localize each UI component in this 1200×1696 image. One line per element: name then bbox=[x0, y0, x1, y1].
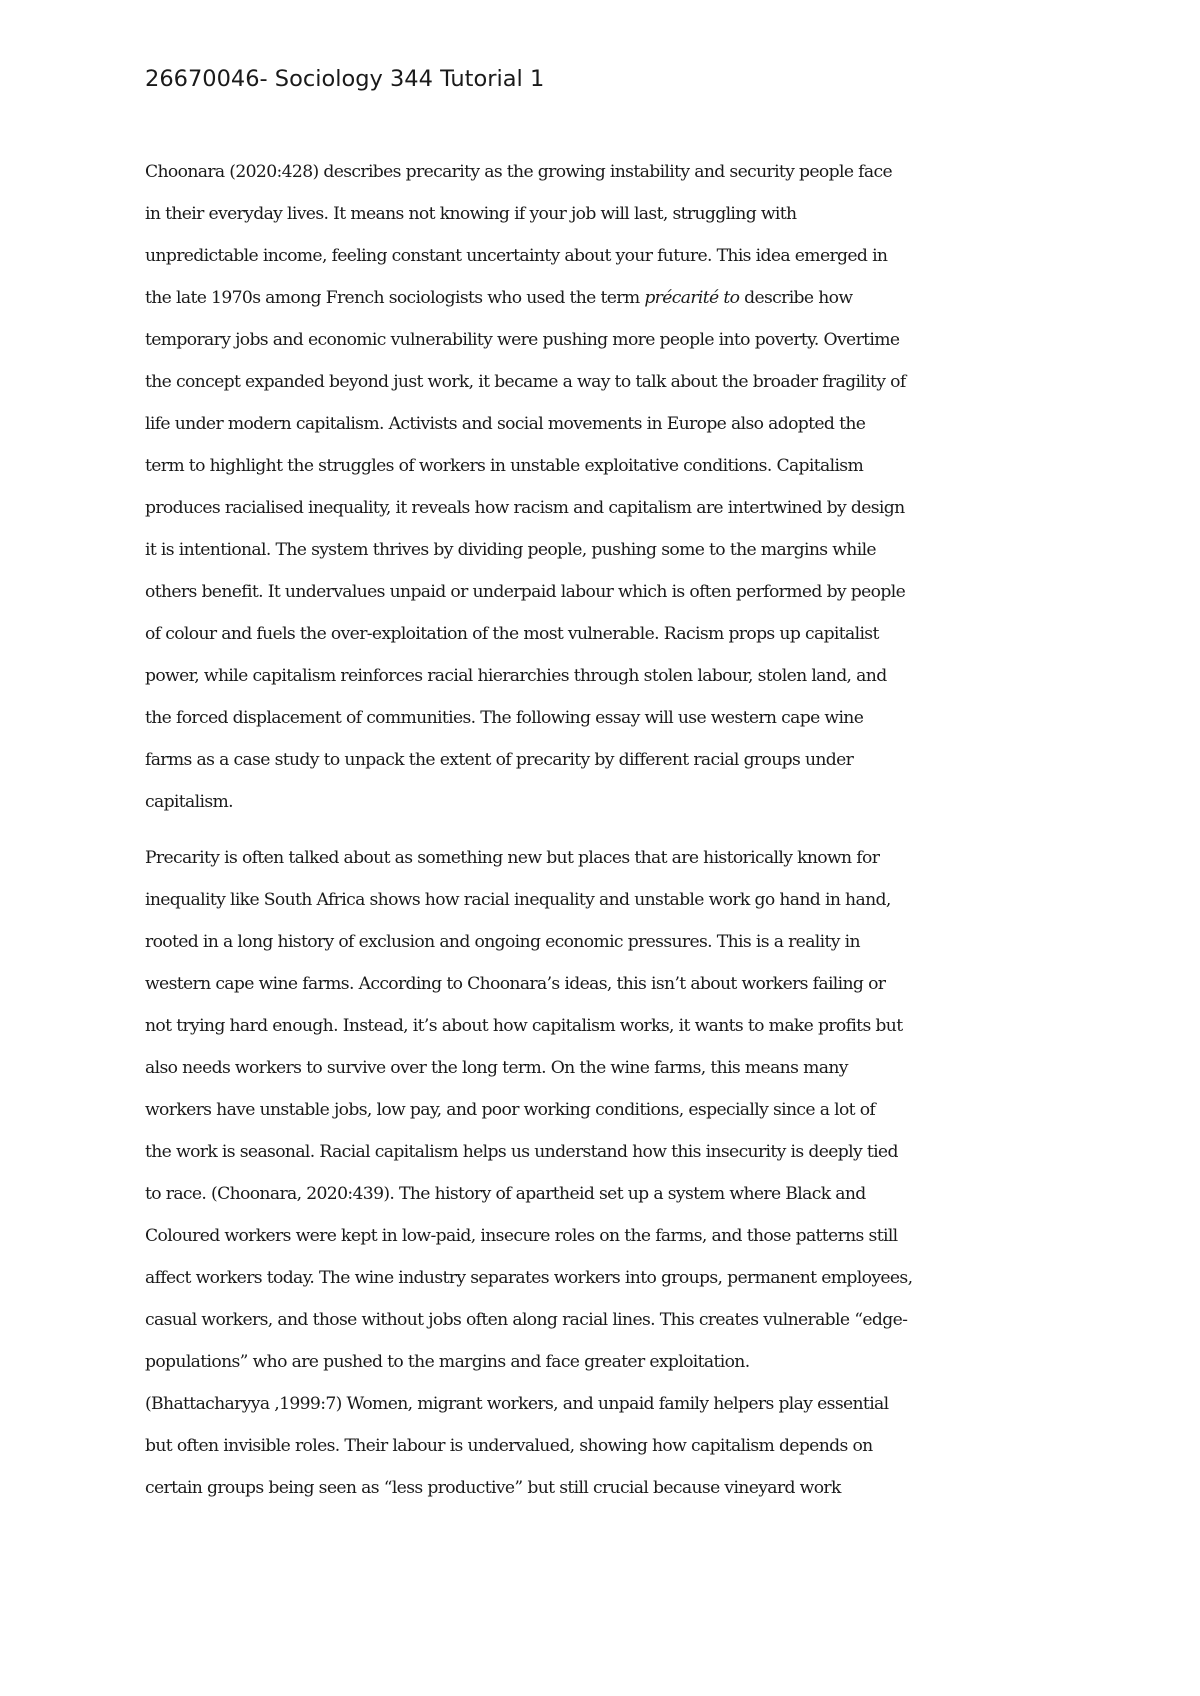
text-line: in their everyday lives. It means not knowing if your job will last, struggling with bbox=[145, 204, 797, 224]
text-line: of colour and fuels the over-exploitation of the most vulnerable. Racism props up capitalist bbox=[145, 624, 879, 644]
text-line: others benefit. It undervalues unpaid or underpaid labour which is often performed by people bbox=[145, 582, 906, 602]
text-line: power, while capitalism reinforces racial hierarchies through stolen labour, stolen land, and bbox=[145, 666, 887, 686]
text-line: but often invisible roles. Their labour is undervalued, showing how capitalism depends on bbox=[145, 1436, 873, 1456]
text-line: rooted in a long history of exclusion and ongoing economic pressures. This is a reality in bbox=[145, 932, 860, 952]
text-line: produces racialised inequality, it reveals how racism and capitalism are intertwined by design bbox=[145, 498, 905, 518]
text-line bbox=[145, 286, 906, 328]
text-line: Coloured workers were kept in low-paid, insecure roles on the farms, and those patterns still bbox=[145, 1226, 898, 1246]
paragraph-body bbox=[145, 846, 912, 1518]
text-line: affect workers today. The wine industry separates workers into groups, permanent employees, bbox=[145, 1268, 913, 1288]
text-line: inequality like South Africa shows how racial inequality and unstable work go hand in hand, bbox=[145, 890, 891, 910]
text-line: western cape wine farms. According to Choonara’s ideas, this isn’t about workers failing or bbox=[145, 974, 886, 994]
italic-term: précarité to bbox=[644, 288, 740, 308]
text-line: (Bhattacharyya ,1999:7) Women, migrant workers, and unpaid family helpers play essential bbox=[145, 1394, 889, 1414]
text-line: populations” who are pushed to the margins and face greater exploitation. bbox=[145, 1352, 750, 1372]
text-line: farms as a case study to unpack the extent of precarity by different racial groups under bbox=[145, 750, 854, 770]
document-title: 26670046- Sociology 344 Tutorial 1 bbox=[145, 66, 545, 92]
text-line: Precarity is often talked about as something new but places that are historically known for bbox=[145, 848, 880, 868]
text-line: casual workers, and those without jobs often along racial lines. This creates vulnerable “edge- bbox=[145, 1310, 908, 1330]
text-line: temporary jobs and economic vulnerability were pushing more people into poverty. Overtime bbox=[145, 330, 900, 350]
text-line: not trying hard enough. Instead, it’s about how capitalism works, it wants to make profits but bbox=[145, 1016, 903, 1036]
text-line: life under modern capitalism. Activists and social movements in Europe also adopted the bbox=[145, 414, 866, 434]
text-line: term to highlight the struggles of workers in unstable exploitative conditions. Capitalism bbox=[145, 456, 864, 476]
paragraph-introduction bbox=[145, 160, 906, 832]
text-line: it is intentional. The system thrives by dividing people, pushing some to the margins while bbox=[145, 540, 876, 560]
text-line: workers have unstable jobs, low pay, and poor working conditions, especially since a lot of bbox=[145, 1100, 876, 1120]
text-line: the work is seasonal. Racial capitalism helps us understand how this insecurity is deeply tied bbox=[145, 1142, 898, 1162]
text-line: the concept expanded beyond just work, it became a way to talk about the broader fragility of bbox=[145, 372, 906, 392]
text-line: also needs workers to survive over the long term. On the wine farms, this means many bbox=[145, 1058, 848, 1078]
text-line: unpredictable income, feeling constant uncertainty about your future. This idea emerged in bbox=[145, 246, 888, 266]
text-line: the forced displacement of communities. The following essay will use western cape wine bbox=[145, 708, 864, 728]
text-line: certain groups being seen as “less productive” but still crucial because vineyard work bbox=[145, 1478, 841, 1498]
text-run: describe how bbox=[739, 288, 853, 308]
text-line: capitalism. bbox=[145, 792, 233, 812]
text-line: to race. (Choonara, 2020:439). The history of apartheid set up a system where Black and bbox=[145, 1184, 866, 1204]
text-line: Choonara (2020:428) describes precarity as the growing instability and security people face bbox=[145, 162, 892, 182]
text-run: the late 1970s among French sociologists who used the term bbox=[145, 288, 645, 308]
